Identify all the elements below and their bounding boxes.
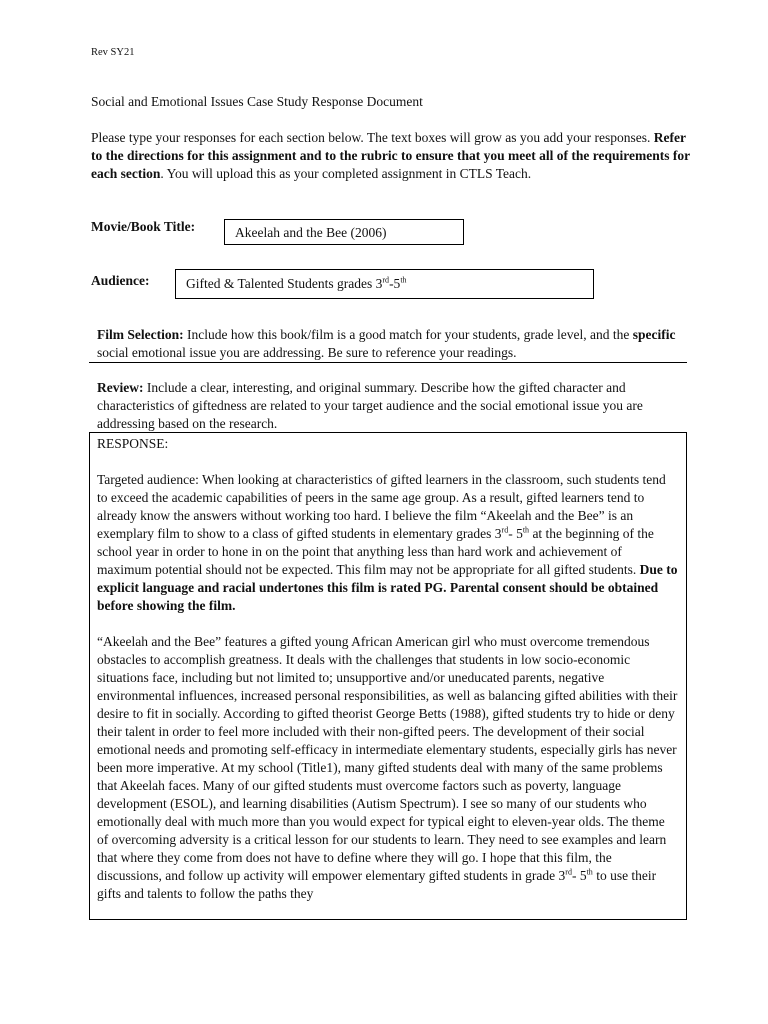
film-selection-label: Film Selection: <box>97 327 184 342</box>
audience-text-2: -5 <box>389 276 401 291</box>
response-p1-text-b: - 5 <box>508 526 523 541</box>
response-text-box[interactable] <box>89 432 687 920</box>
response-p2-text-a: “Akeelah and the Bee” features a gifted young African American girl who must overcome tremendous obstacles to accomplish greatness. It deals with the challenges that students in low socio-economic situations face, including but not limited to; unsupportive and/or uneducated parents, negative environmental influences, increased personal responsibilities, as well as balancing gifted abilities with their desire to fit in socially. According to gifted theorist George Betts (1988), gifted students try to hide or deny their talent in order to feel more included with their non-gifted peers. The development of their social emotional needs and promoting self-efficacy in intermediate elementary students, especially girls has never been more imperative. At my school (Title1), many gifted students deal with many of the same problems that Akeelah faces. Many of our gifted students must overcome factors such as poverty, language development (ESOL), and learning disabilities (Autism Spectrum). I see so many of our students who emotionally deal with much more than you would expect for typical eight to eleven-year olds. The theme of overcoming adversity is a critical lesson for our students to learn. They need to see examples and learn that where they come from does not have to define where they will go. I hope that this film, the discussions, and follow up activity will empower elementary gifted students in grade 3 <box>97 634 678 883</box>
response-p1-text-a: Targeted audience: When looking at characteristics of gifted learners in the classroom, such students tend to exceed the academic capabilities of peers in the same age group. As a result, gifted learners tend to already know the answers without working too hard. I believe the film “Akeelah and the Bee” is an exemplary film to show to a class of gifted students in elementary grades 3 <box>97 472 666 541</box>
response-heading: RESPONSE: <box>97 436 169 451</box>
response-paragraph-2 <box>97 633 679 903</box>
response-p2-text-c: to use their gifts and talents to follow the paths they <box>97 868 657 901</box>
audience-label: Audience: <box>91 273 150 288</box>
review-section <box>97 379 687 433</box>
movie-title-field[interactable]: Akeelah and the Bee (2006) <box>224 219 464 245</box>
review-label: Review: <box>97 380 144 395</box>
intro-bold: Refer to the directions for this assignment and to the rubric to ensure that you meet all of the requirements for each section <box>91 130 690 181</box>
revision-label: Rev SY21 <box>91 47 135 58</box>
response-p1-text-c: at the beginning of the school year in order to hone in on the point that anything less than hard work and achievement of maximum potential should not be expected. This film may not be appropriate for all gifted students. <box>97 526 654 577</box>
response-paragraph-1 <box>97 471 679 615</box>
document-title: Social and Emotional Issues Case Study Response Document <box>91 94 423 109</box>
intro-paragraph <box>91 129 691 183</box>
audience-field[interactable] <box>175 269 594 299</box>
response-p1-sup-2: th <box>522 525 530 535</box>
intro-text-2: . You will upload this as your completed assignment in CTLS Teach. <box>160 166 532 181</box>
movie-title-label: Movie/Book Title: <box>91 219 196 234</box>
response-p1-bold: Due to explicit language and racial undertones this film is rated PG. Parental consent should be obtained before showing the film. <box>97 562 678 613</box>
response-p2-text-b: - 5 <box>571 868 587 883</box>
audience-sup-2: th <box>400 275 407 285</box>
section-divider <box>89 362 687 363</box>
intro-text-1: Please type your responses for each section below. The text boxes will grow as you add your responses. <box>91 130 654 145</box>
audience-text-1: Gifted & Talented Students grades 3 <box>186 276 383 291</box>
audience-sup-1: rd <box>382 275 390 285</box>
response-p2-sup-1: rd <box>565 867 572 877</box>
film-selection-text-1: Include how this book/film is a good match for your students, grade level, and the <box>183 327 633 342</box>
film-selection-section <box>97 326 687 362</box>
film-selection-text-2: social emotional issue you are addressing. Be sure to reference your readings. <box>97 345 517 360</box>
response-p1-sup-1: rd <box>501 525 509 535</box>
response-p2-sup-2: th <box>586 867 593 877</box>
review-text: Include a clear, interesting, and original summary. Describe how the gifted character and characteristics of giftedness are related to your target audience and the social emotional issue you are addressing based on the research. <box>97 380 643 431</box>
film-selection-bold: specific <box>632 327 676 342</box>
